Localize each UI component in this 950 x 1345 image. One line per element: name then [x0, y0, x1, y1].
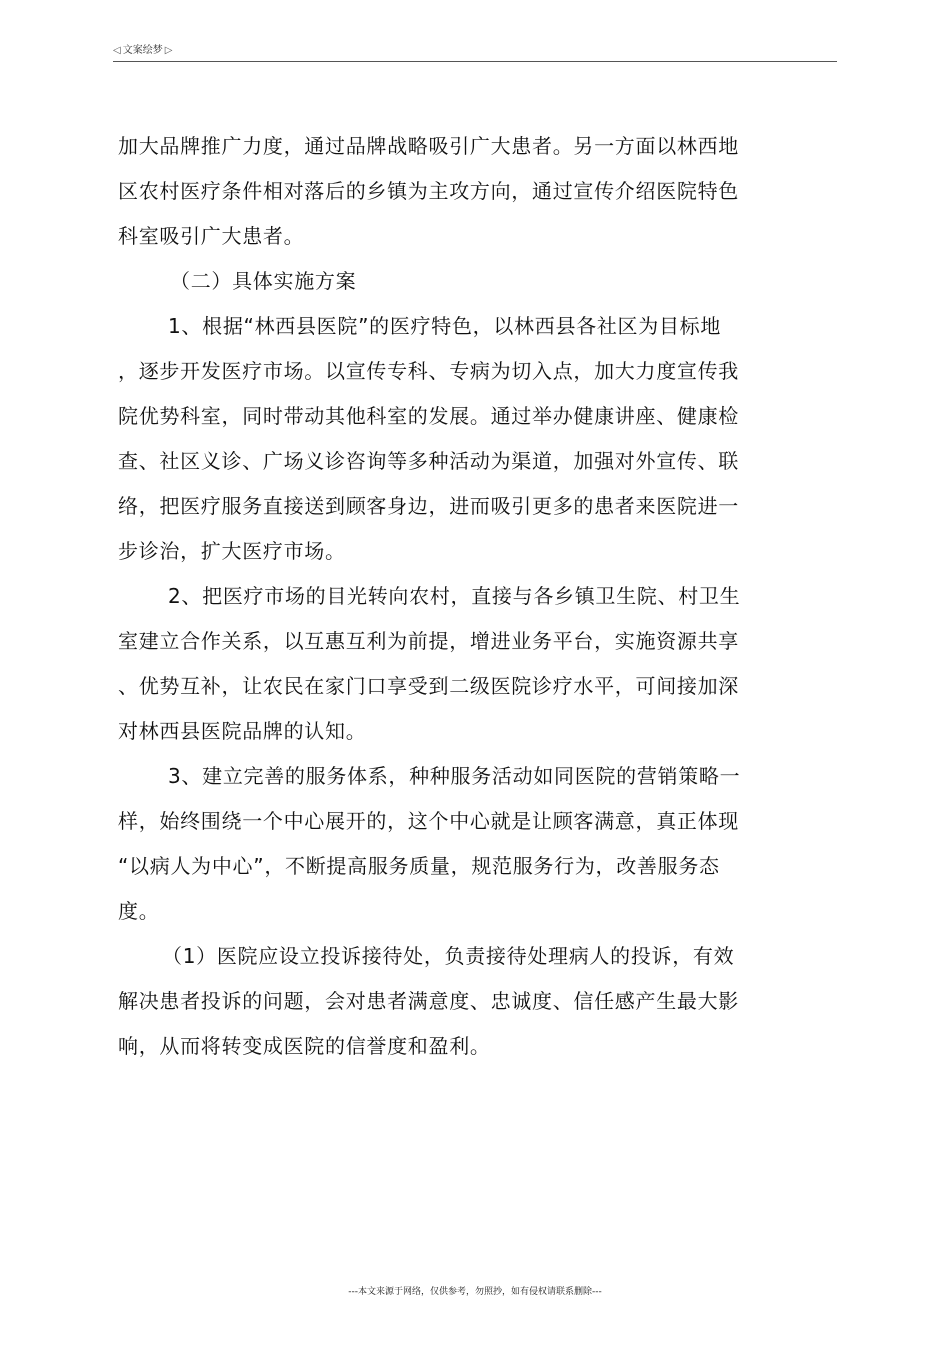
document-body	[118, 124, 742, 1069]
right-triangle-icon: ▷	[164, 45, 173, 56]
body-line: 查、社区义诊、广场义诊咨询等多种活动为渠道，加强对外宣传、联	[118, 449, 739, 473]
body-line: 、优势互补，让农民在家门口享受到二级医院诊疗水平，可间接加深	[118, 674, 739, 698]
paragraph-start: 1、根据“林西县医院”的医疗特色，以林西县各社区为目标地	[168, 314, 722, 338]
body-line: 院优势科室，同时带动其他科室的发展。通过举办健康讲座、健康检	[118, 404, 739, 428]
left-triangle-icon: ◁	[113, 45, 121, 56]
body-line: 度。	[118, 899, 160, 923]
paragraph-start: 2、把医疗市场的目光转向农村，直接与各乡镇卫生院、村卫生	[168, 584, 741, 608]
body-line: 步诊治，扩大医疗市场。	[118, 539, 346, 563]
body-line: 区农村医疗条件相对落后的乡镇为主攻方向，通过宣传介绍医院特色	[118, 179, 739, 203]
body-line: 室建立合作关系，以互惠互利为前提，增进业务平台，实施资源共享	[118, 629, 739, 653]
section-heading: （二）具体实施方案	[170, 269, 357, 293]
body-line: 样，始终围绕一个中心展开的，这个中心就是让顾客满意，真正体现	[118, 809, 739, 833]
body-line: 响，从而将转变成医院的信誉度和盈利。	[118, 1034, 491, 1058]
body-line: 解决患者投诉的问题，会对患者满意度、忠诚度、信任感产生最大影	[118, 989, 739, 1013]
body-line: 络，把医疗服务直接送到顾客身边，进而吸引更多的患者来医院进一	[118, 494, 739, 518]
page-header	[113, 45, 172, 57]
body-line: 科室吸引广大患者。	[118, 224, 305, 248]
body-line: ，逐步开发医疗市场。以宣传专科、专病为切入点，加大力度宣传我	[118, 359, 739, 383]
body-line: 加大品牌推广力度，通过品牌战略吸引广大患者。另一方面以林西地	[118, 134, 739, 158]
header-title: 文案绘梦	[122, 45, 163, 56]
page-footer: ---本文来源于网络，仅供参考，勿照抄，如有侵权请联系删除---	[348, 1287, 602, 1297]
body-line: 对林西县医院品牌的认知。	[118, 719, 367, 743]
header-divider	[113, 61, 837, 62]
body-line: “以病人为中心”，不断提高服务质量，规范服务行为，改善服务态	[118, 854, 720, 878]
paragraph-start: （1）医院应设立投诉接待处，负责接待处理病人的投诉，有效	[162, 944, 735, 968]
paragraph-start: 3、建立完善的服务体系，种种服务活动如同医院的营销策略一	[168, 764, 741, 788]
